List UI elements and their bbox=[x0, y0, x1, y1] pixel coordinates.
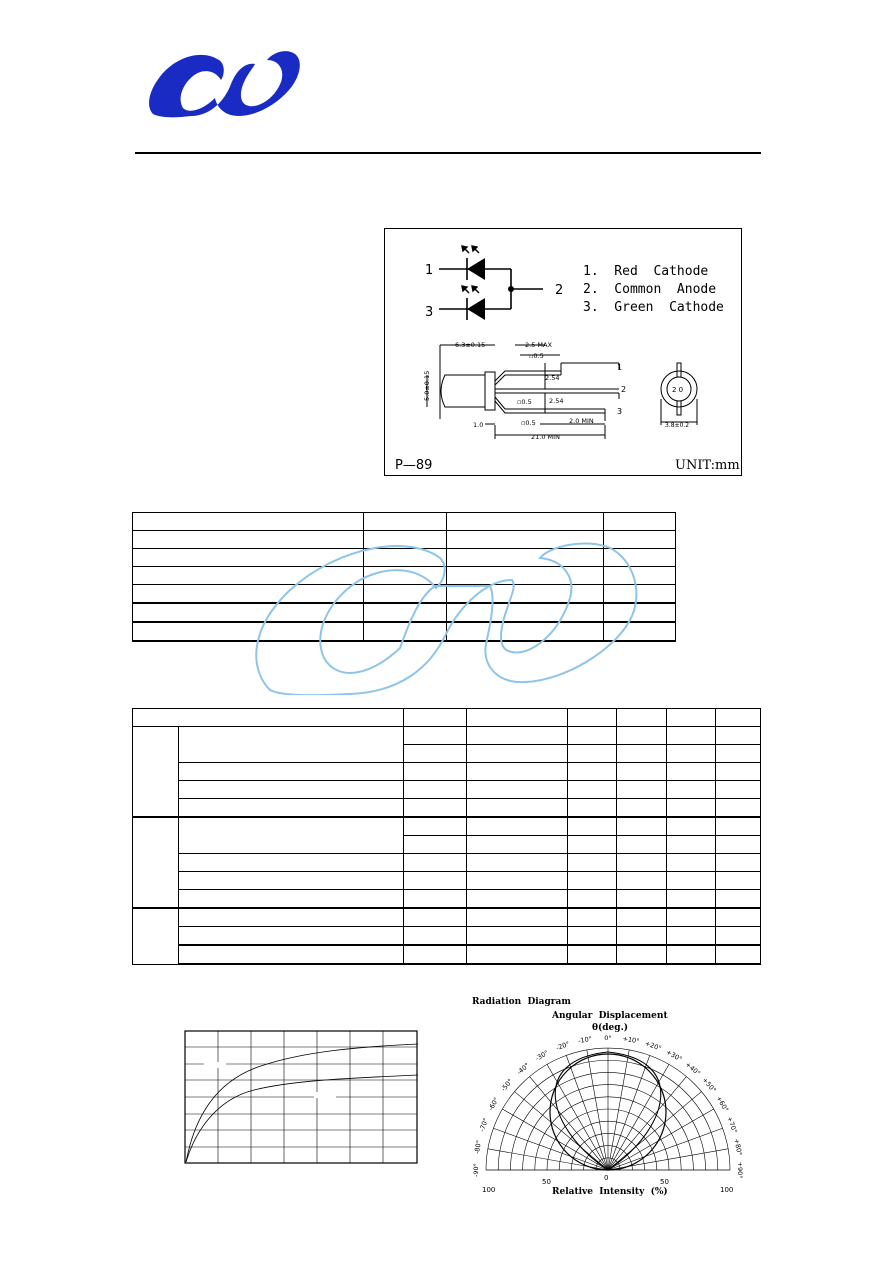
dim-flange: 1.0 bbox=[473, 421, 484, 429]
table-row bbox=[133, 727, 761, 745]
end-view-outline bbox=[661, 363, 697, 425]
intensity-tick-right-100: 100 bbox=[720, 1186, 734, 1194]
polar-angle-label: +90° bbox=[736, 1161, 744, 1179]
polar-angle-label: +70° bbox=[725, 1115, 739, 1135]
dim-body-length: 6.3±0.15 bbox=[455, 341, 486, 349]
polar-angle-label: -90° bbox=[472, 1163, 480, 1177]
polar-angle-label: +40° bbox=[683, 1060, 702, 1078]
polar-angle-label: +20° bbox=[643, 1039, 663, 1053]
dim-lead-diameter-1: ▫0.5 bbox=[529, 352, 544, 360]
intensity-tick-right-50: 50 bbox=[660, 1178, 669, 1186]
lead-label-3: 3 bbox=[617, 407, 623, 416]
table-row bbox=[133, 872, 761, 890]
dim-width: 3.8±0.2 bbox=[665, 422, 690, 429]
characteristics-table bbox=[132, 708, 761, 965]
pin-number-1: 1 bbox=[425, 263, 434, 278]
table-row bbox=[133, 781, 761, 799]
table-row bbox=[133, 567, 676, 585]
pin-number-2: 2 bbox=[555, 283, 564, 298]
pin-list-item-3: 3. Green Cathode bbox=[583, 300, 724, 315]
polar-angle-label: 0° bbox=[604, 1034, 612, 1042]
diode-symbol-red bbox=[467, 258, 485, 280]
diode-symbol-green bbox=[467, 298, 485, 320]
radiation-title: Radiation Diagram bbox=[472, 997, 571, 1007]
polar-angle-label: +60° bbox=[714, 1094, 731, 1114]
polar-angle-label: -40° bbox=[515, 1061, 532, 1077]
dim-pitch-2: 2.54 bbox=[549, 397, 564, 405]
table-row bbox=[133, 945, 761, 964]
radiation-subtitle: Angular Displacement bbox=[552, 1011, 668, 1021]
dim-body-height: 5.0±0.15 bbox=[423, 370, 431, 401]
dim-lead-min-2: 21.0 MIN bbox=[531, 433, 560, 441]
polar-angle-label: -10° bbox=[577, 1034, 593, 1046]
table-row bbox=[133, 513, 676, 531]
polar-angle-label: +30° bbox=[664, 1047, 684, 1064]
logo-mark bbox=[149, 51, 300, 117]
characteristic-curve-chart bbox=[184, 1030, 418, 1165]
package-model: P—89 bbox=[395, 458, 433, 473]
unit-label: UNIT:mm bbox=[675, 458, 740, 473]
table-row bbox=[133, 531, 676, 549]
intensity-tick-0: 0 bbox=[604, 1174, 609, 1182]
table-row bbox=[133, 890, 761, 909]
theta-label: θ(deg.) bbox=[592, 1023, 628, 1033]
radiation-diagram bbox=[468, 992, 748, 1202]
chart-gridlines bbox=[185, 1031, 417, 1163]
dim-lead-diameter-2: ▫0.5 bbox=[517, 398, 532, 406]
table-row bbox=[133, 603, 676, 622]
table-row bbox=[133, 585, 676, 604]
dim-lead-max: 2.5 MAX bbox=[525, 341, 552, 349]
dim-lead-min-1: 2.0 MIN bbox=[569, 417, 594, 425]
polar-angle-label: -30° bbox=[533, 1048, 551, 1063]
radiation-xlabel: Relative Intensity (%) bbox=[552, 1187, 668, 1197]
table-row bbox=[133, 549, 676, 567]
intensity-tick-left-100: 100 bbox=[482, 1186, 496, 1194]
header-rule bbox=[135, 152, 761, 154]
polar-angle-label: -20° bbox=[554, 1039, 571, 1053]
lead-label-1: 1 bbox=[617, 363, 623, 372]
table-row bbox=[133, 622, 676, 641]
pin-number-3: 3 bbox=[425, 305, 434, 320]
polar-angle-label: +50° bbox=[700, 1076, 718, 1095]
polar-angle-label: -70° bbox=[477, 1116, 491, 1133]
end-view-label: 2 0 bbox=[672, 386, 684, 394]
table-row bbox=[133, 799, 761, 818]
dim-pitch-1: 2.54 bbox=[545, 374, 560, 382]
package-drawing bbox=[385, 229, 743, 477]
table-row bbox=[133, 817, 761, 836]
lead-label-2: 2 bbox=[621, 385, 627, 394]
polar-angle-label: +80° bbox=[732, 1138, 744, 1157]
polar-angle-label: +10° bbox=[621, 1034, 640, 1046]
ratings-table bbox=[132, 512, 676, 642]
table-row bbox=[133, 854, 761, 872]
dim-lead-diameter-3: ▫0.5 bbox=[521, 419, 536, 427]
table-row bbox=[133, 927, 761, 946]
company-logo bbox=[145, 50, 303, 118]
polar-angle-label: -80° bbox=[472, 1139, 484, 1155]
polar-angle-label: -50° bbox=[499, 1077, 515, 1094]
table-row bbox=[133, 763, 761, 781]
diode-schematic bbox=[439, 258, 543, 320]
table-row bbox=[133, 709, 761, 727]
table-row bbox=[133, 908, 761, 927]
intensity-tick-left-50: 50 bbox=[542, 1178, 551, 1186]
package-outline-box bbox=[384, 228, 742, 476]
pin-list-item-2: 2. Common Anode bbox=[583, 282, 717, 297]
polar-angle-label: -60° bbox=[486, 1095, 501, 1113]
pin-list-item-1: 1. Red Cathode bbox=[583, 264, 709, 279]
junction-dot bbox=[508, 286, 514, 292]
